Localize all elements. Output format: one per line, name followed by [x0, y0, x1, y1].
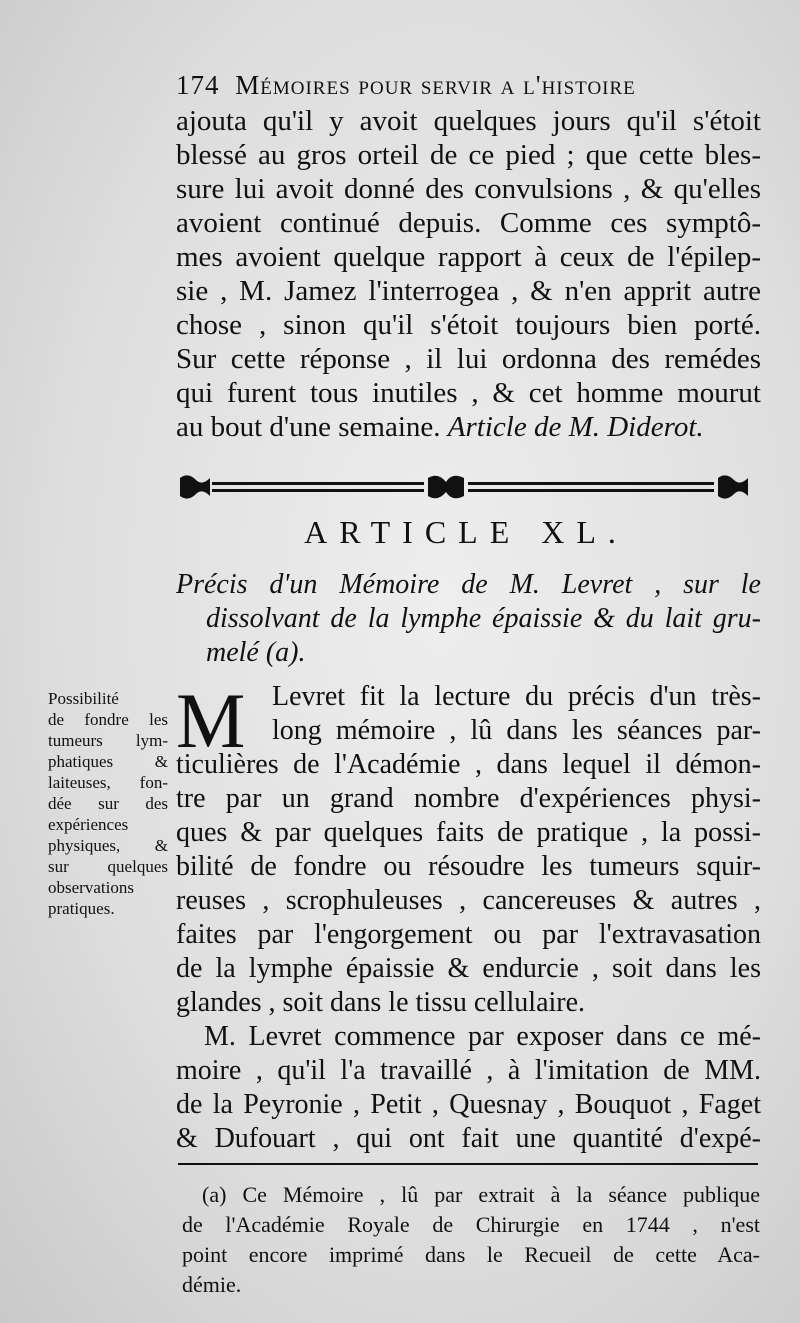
margin-note-line: dée sur des — [48, 794, 168, 813]
margin-note-line: expériences — [48, 815, 129, 834]
text-line: avoient continué depuis. Comme ces symptô- — [176, 207, 761, 239]
text-line: M. Levret commence par exposer dans ce mé- — [204, 1021, 761, 1052]
paragraph-main — [176, 677, 761, 1156]
closing-text: au bout d'une semaine. — [176, 411, 441, 443]
footnote — [182, 1180, 760, 1300]
text-line: faites par l'engorgement ou par l'extravasation — [176, 919, 761, 950]
footnote-line: démie. — [182, 1272, 242, 1297]
running-title: Mémoires pour servir a l'histoire — [235, 70, 636, 100]
footnote-line: de l'Académie Royale de Chirurgie en 1744 , n'est — [182, 1212, 760, 1237]
text-line: ticulières de l'Académie , dans lequel il démon- — [176, 749, 761, 780]
text-line: ajouta qu'il y avoit quelques jours qu'il s'étoit — [176, 105, 761, 137]
text-line-final — [176, 410, 761, 444]
text-line: bilité de fondre ou résoudre les tumeurs squir- — [176, 851, 761, 882]
margin-note-line: observations — [48, 878, 134, 897]
margin-note-line: laiteuses, fon- — [48, 773, 168, 792]
text-line: sie , M. Jamez l'interrogea , & n'en apprit autre — [176, 275, 761, 307]
precis-heading — [176, 568, 761, 670]
ornamental-divider — [178, 470, 752, 504]
precis-line: melé (a). — [206, 637, 306, 668]
drop-cap: M — [176, 677, 246, 764]
paragraph-continued — [176, 104, 761, 444]
margin-note-line: sur quelques — [48, 857, 168, 876]
running-header — [176, 70, 736, 101]
footnote-line: point encore imprimé dans le Recueil de cette Aca- — [182, 1242, 760, 1267]
text-line: chose , sinon qu'il s'étoit toujours bien porté. — [176, 309, 761, 341]
text-line: & Dufouart , qui ont fait une quantité d'expé- — [176, 1123, 761, 1154]
page-number: 174 — [176, 70, 220, 100]
footnote-rule — [178, 1163, 758, 1165]
footnote-line: (a) Ce Mémoire , lû par extrait à la séance publique — [202, 1182, 760, 1207]
text-line: qui furent tous inutiles , & cet homme mourut — [176, 377, 761, 409]
margin-note-line: Possibilité — [48, 689, 119, 708]
text-line: Sur cette réponse , il lui ordonna des remédes — [176, 343, 761, 375]
text-line: ques & par quelques faits de pratique , la possi- — [176, 817, 761, 848]
text-line: de la lymphe épaissie & endurcie , soit dans les — [176, 953, 761, 984]
margin-note-line: tumeurs lym- — [48, 731, 168, 750]
article-title: ARTICLE XL. — [304, 514, 628, 550]
text-line: Levret fit la lecture du précis d'un très- — [272, 681, 761, 712]
precis-line: dissolvant de la lymphe épaissie & du lait gru- — [206, 603, 761, 634]
text-line: mes avoient quelque rapport à ceux de l'épilep- — [176, 241, 761, 273]
margin-note-line: phatiques & — [48, 752, 168, 771]
text-line: sure lui avoit donné des convulsions , & qu'elles — [176, 173, 761, 205]
margin-note-line: de fondre les — [48, 710, 168, 729]
margin-note — [48, 688, 168, 919]
attribution: Article de M. Diderot. — [447, 411, 704, 443]
text-line: tre par un grand nombre d'expériences physi- — [176, 783, 761, 814]
text-line: de la Peyronie , Petit , Quesnay , Bouquot , Faget — [176, 1089, 761, 1120]
text-line: blessé au gros orteil de ce pied ; que cette bles- — [176, 139, 761, 171]
margin-note-line: pratiques. — [48, 899, 115, 918]
text-line: glandes , soit dans le tissu cellulaire. — [176, 987, 586, 1018]
text-line: long mémoire , lû dans les séances par- — [272, 715, 761, 746]
precis-line: Précis d'un Mémoire de M. Levret , sur le — [176, 569, 761, 600]
text-line: moire , qu'il l'a travaillé , à l'imitation de MM. — [176, 1055, 761, 1086]
margin-note-line: physiques, & — [48, 836, 168, 855]
text-line: reuses , scrophuleuses , cancereuses & autres , — [176, 885, 761, 916]
